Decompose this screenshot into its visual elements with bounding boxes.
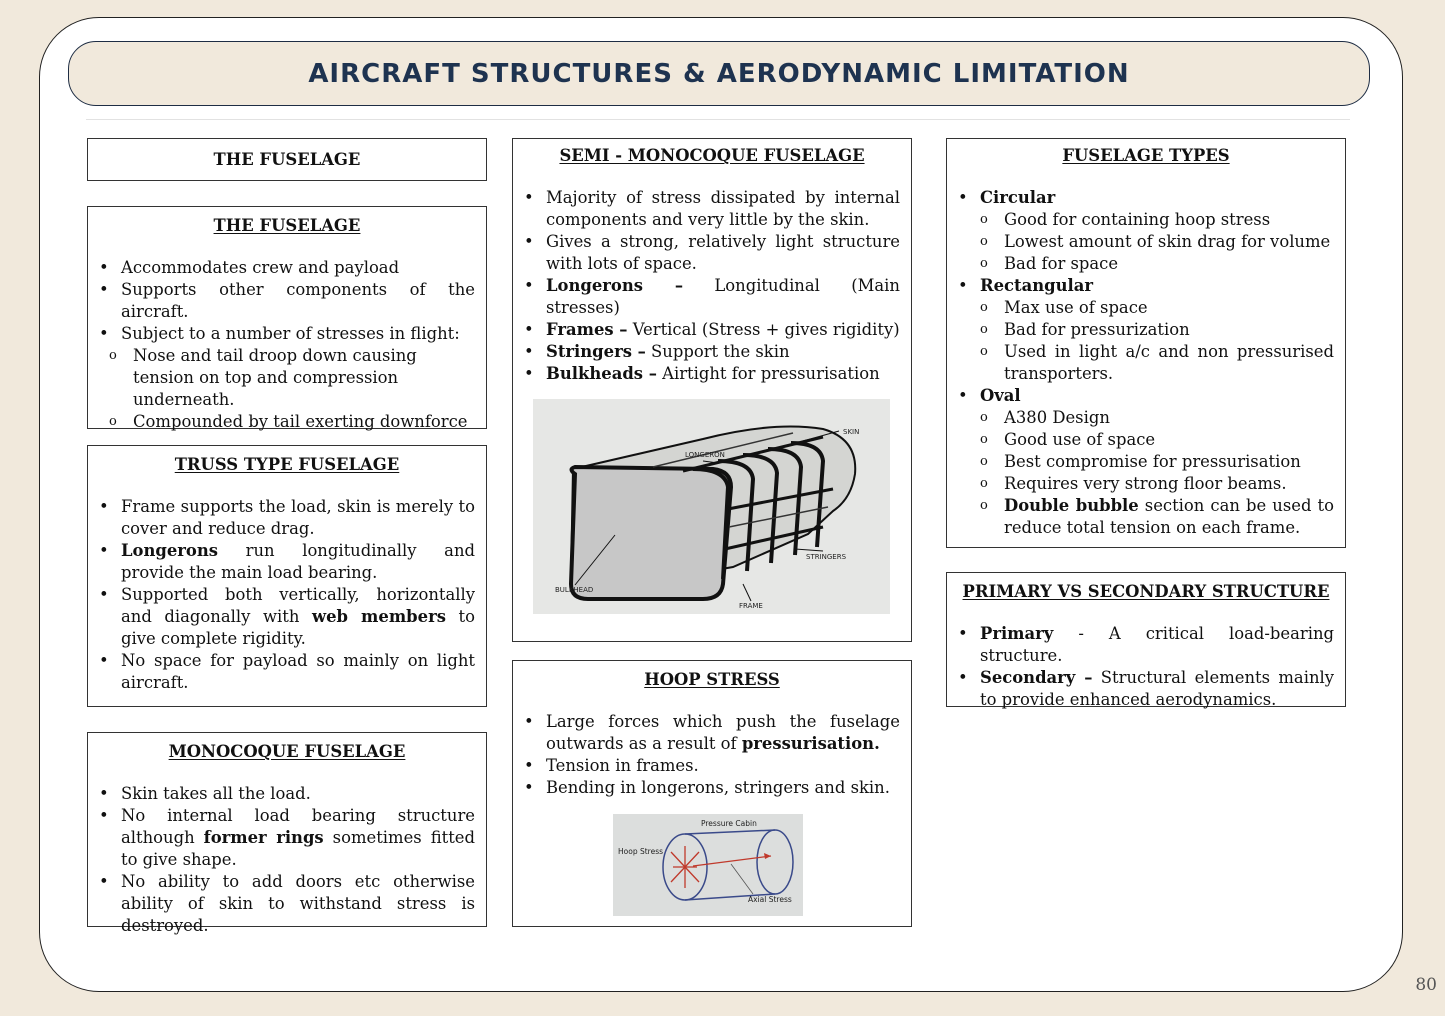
- sub-list-item: o Bad for pressurization: [980, 320, 1190, 339]
- sub-list-item: o Compounded by tail exerting downforce: [109, 412, 468, 431]
- list-item: • No space for payload so mainly on light aircraft.: [99, 651, 475, 692]
- list-item: • Skin takes all the load.: [99, 784, 311, 803]
- sub-list-item: o Bad for space: [980, 254, 1119, 273]
- page-number: 80: [1415, 975, 1437, 995]
- fuselage-types-title: FUSELAGE TYPES: [1062, 146, 1230, 165]
- list-item: • Supports other components of the aircraft.: [99, 280, 475, 321]
- sub-list-item: o Max use of space: [980, 298, 1148, 317]
- diagram-label-skin: SKIN: [843, 428, 860, 436]
- list-item: • Tension in frames.: [524, 756, 699, 775]
- list-item: • Longerons – Longitudinal (Main stresses): [524, 276, 900, 317]
- hoop-stress-diagram: [613, 814, 803, 916]
- list-item: • No ability to add doors etc otherwise ability of skin to withstand stress is destroyed.: [99, 872, 475, 935]
- list-item: • Stringers – Support the skin: [524, 342, 790, 361]
- monocoque-box: [87, 732, 487, 935]
- list-item: • Frames – Vertical (Stress + gives rigidity): [524, 320, 900, 339]
- sub-list-item: o Good use of space: [980, 430, 1156, 449]
- fuselage-title: THE FUSELAGE: [213, 216, 361, 235]
- fuselage-box: [87, 206, 487, 429]
- sub-list-item: o Lowest amount of skin drag for volume: [980, 232, 1331, 251]
- fuselage-types-box: [946, 138, 1346, 548]
- list-item: • Gives a strong, relatively light structure with lots of space.: [524, 232, 900, 273]
- list-item: • Frame supports the load, skin is merely to cover and reduce drag.: [99, 497, 475, 538]
- sub-list-item: o Best compromise for pressurisation: [980, 452, 1301, 471]
- truss-box: [87, 445, 487, 707]
- diagram-label-stringers: STRINGERS: [806, 553, 847, 561]
- list-item: • Secondary – Structural elements mainly to provide enhanced aerodynamics.: [958, 668, 1334, 709]
- sub-list-item: o Nose and tail droop down causing tension on top and compression underneath.: [109, 346, 417, 409]
- list-item: • Longerons run longitudinally and provide the main load bearing.: [99, 541, 475, 582]
- title-divider: [86, 119, 1350, 120]
- sub-list-item: o Double bubble section can be used to reduce total tension on each frame.: [980, 496, 1334, 537]
- list-item: • Bulkheads – Airtight for pressurisation: [524, 364, 880, 383]
- fuselage-header-box: [87, 138, 487, 181]
- monocoque-title: MONOCOQUE FUSELAGE: [168, 742, 406, 761]
- sub-list-item: o A380 Design: [980, 408, 1110, 427]
- fuselage-header-label: THE FUSELAGE: [213, 150, 361, 169]
- truss-title: TRUSS TYPE FUSELAGE: [174, 455, 400, 474]
- diagram-label-pressure-cabin: Pressure Cabin: [701, 819, 757, 828]
- list-item: • No internal load bearing structure although former rings sometimes fitted to give shape.: [99, 806, 476, 869]
- list-item: • Majority of stress dissipated by internal components and very little by the skin.: [524, 188, 900, 229]
- diagram-label-frame: FRAME: [739, 602, 763, 610]
- semi-monocoque-diagram: [533, 399, 890, 614]
- sub-list-item: o Requires very strong floor beams.: [980, 474, 1287, 493]
- semi-monocoque-title: SEMI - MONOCOQUE FUSELAGE: [559, 146, 865, 165]
- primary-secondary-box: [946, 572, 1346, 707]
- diagram-label-axial-stress: Axial Stress: [748, 895, 792, 904]
- diagram-label-hoop-stress: Hoop Stress: [618, 847, 664, 856]
- page-title: AIRCRAFT STRUCTURES & AERODYNAMIC LIMITATION: [308, 58, 1130, 89]
- list-item: • Subject to a number of stresses in flight:: [99, 324, 460, 343]
- list-item: • Accommodates crew and payload: [99, 258, 400, 277]
- list-item: • Rectangular: [958, 276, 1093, 295]
- hoop-stress-title: HOOP STRESS: [644, 670, 780, 689]
- list-item: • Circular: [958, 188, 1056, 207]
- list-item: • Large forces which push the fuselage outwards as a result of pressurisation.: [524, 712, 900, 753]
- list-item: • Supported both vertically, horizontally and diagonally with web members to give complete rigidity.: [99, 585, 475, 648]
- diagram-label-bulkhead: BULKHEAD: [555, 586, 594, 594]
- list-item: • Bending in longerons, stringers and skin.: [524, 778, 890, 797]
- list-item: • Oval: [958, 386, 1021, 405]
- title-banner: [68, 41, 1370, 106]
- sub-list-item: o Good for containing hoop stress: [980, 210, 1271, 229]
- diagram-label-longeron: LONGERON: [685, 451, 725, 459]
- primary-secondary-title: PRIMARY VS SECONDARY STRUCTURE: [962, 582, 1330, 601]
- list-item: • Primary - A critical load-bearing structure.: [958, 624, 1334, 665]
- sub-list-item: o Used in light a/c and non pressurised transporters.: [980, 342, 1334, 383]
